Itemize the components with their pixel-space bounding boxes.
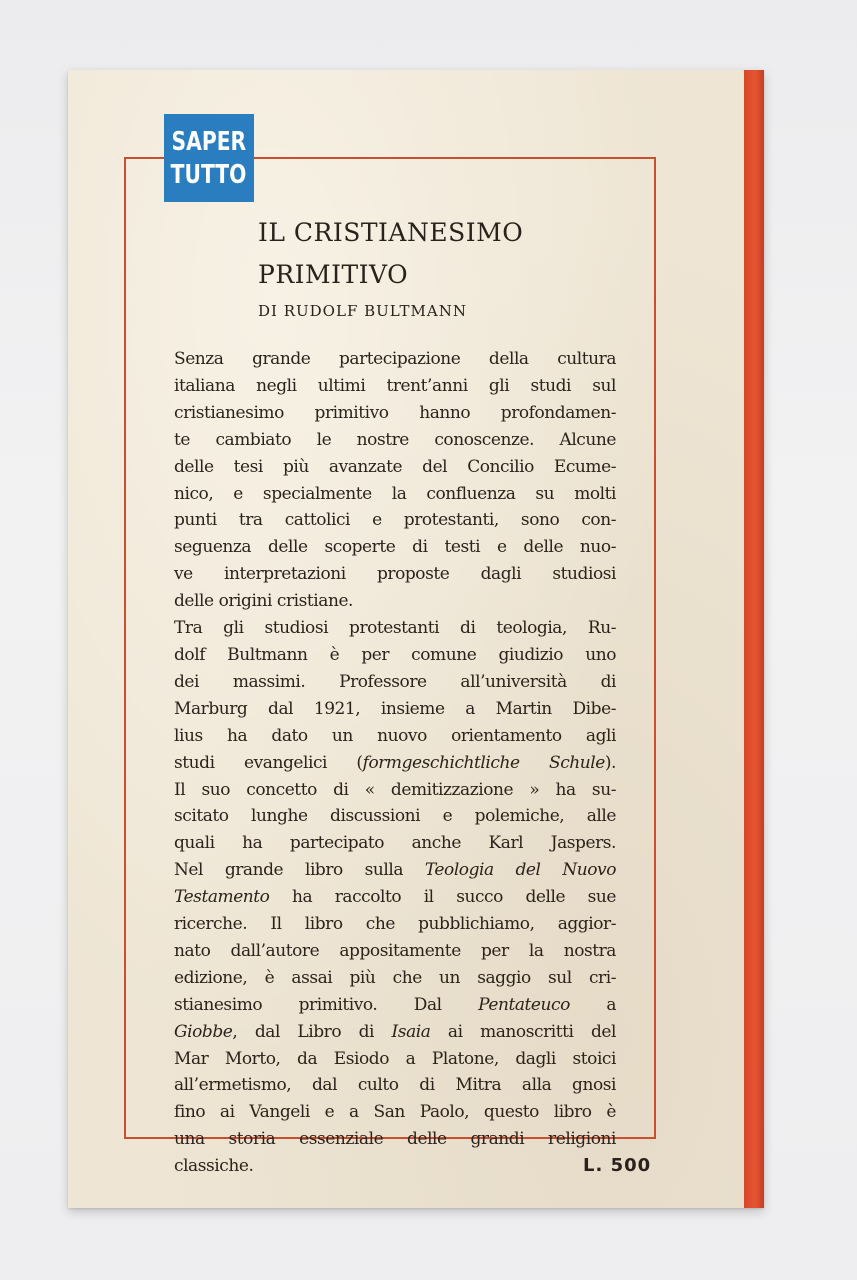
blurb-line: ricerche. Il libro che pubblichiamo, aggior- [174,914,616,935]
blurb-line: all’ermetismo, dal culto di Mitra alla gnosi [174,1075,616,1096]
blurb-line: dei massimi. Professore all’università di [174,671,616,692]
blurb-line: italiana negli ultimi trent’anni gli studi sul [174,375,616,396]
saper-tutto-logo [164,114,254,202]
price-label: L. 500 [583,1155,652,1176]
blurb-line: dolf Bultmann è per comune giudizio uno [174,644,616,665]
blurb-line: nico, e specialmente la confluenza su molti [174,483,616,504]
blurb-line: punti tra cattolici e protestanti, sono con- [174,510,616,531]
blurb-line: una storia essenziale delle grandi religioni [174,1129,616,1150]
blurb-line: Testamento ha raccolto il succo delle sue [174,887,616,908]
book-title-line-2: PRIMITIVO [258,260,409,289]
blurb-line: te cambiato le nostre conoscenze. Alcune [174,429,616,450]
blurb-line: Marburg dal 1921, insieme a Martin Dibe- [174,698,616,719]
cover-panel [68,70,744,1208]
blurb-line: ve interpretazioni proposte dagli studiosi [174,564,616,585]
blurb-line: studi evangelici (formgeschichtliche Schule). [174,752,616,773]
logo-line-saper: SAPER [171,126,247,157]
blurb-line: nato dall’autore appositamente per la nostra [174,940,616,961]
blurb-line: Giobbe, dal Libro di Isaia ai manoscritti del [174,1021,616,1042]
blurb-line: edizione, è assai più che un saggio sul cri- [174,967,616,988]
book-back-cover [68,70,764,1208]
blurb-line: stianesimo primitivo. Dal Pentateuco a [174,994,617,1015]
blurb-line: cristianesimo primitivo hanno profondamen- [174,402,616,423]
red-spine-edge [744,70,764,1208]
blurb-line: Nel grande libro sulla Teologia del Nuovo [174,860,616,881]
blurb-line: Mar Morto, da Esiodo a Platone, dagli stoici [174,1048,616,1069]
blurb-line: delle origini cristiane. [174,591,354,612]
blurb-text [174,346,616,1180]
blurb-line: scitato lunghe discussioni e polemiche, alle [174,806,616,827]
blurb-line: delle tesi più avanzate del Concilio Ecume- [174,456,616,477]
blurb-line: quali ha partecipato anche Karl Jaspers. [174,833,616,854]
blurb-line: Il suo concetto di « demitizzazione » ha su- [174,779,616,800]
blurb-line: fino ai Vangeli e a San Paolo, questo libro è [174,1102,616,1123]
blurb-line: Tra gli studiosi protestanti di teologia, Ru- [174,618,616,639]
book-author: DI RUDOLF BULTMANN [258,302,467,320]
logo-line-tutto: TUTTO [171,159,247,190]
blurb-line: seguenza delle scoperte di testi e delle nuo- [174,537,616,558]
blurb-line: classiche. [174,1156,254,1177]
book-title-line-1: IL CRISTIANESIMO [258,218,524,247]
blurb-line: Senza grande partecipazione della cultura [174,349,616,369]
blurb-line: lius ha dato un nuovo orientamento agli [174,725,616,746]
